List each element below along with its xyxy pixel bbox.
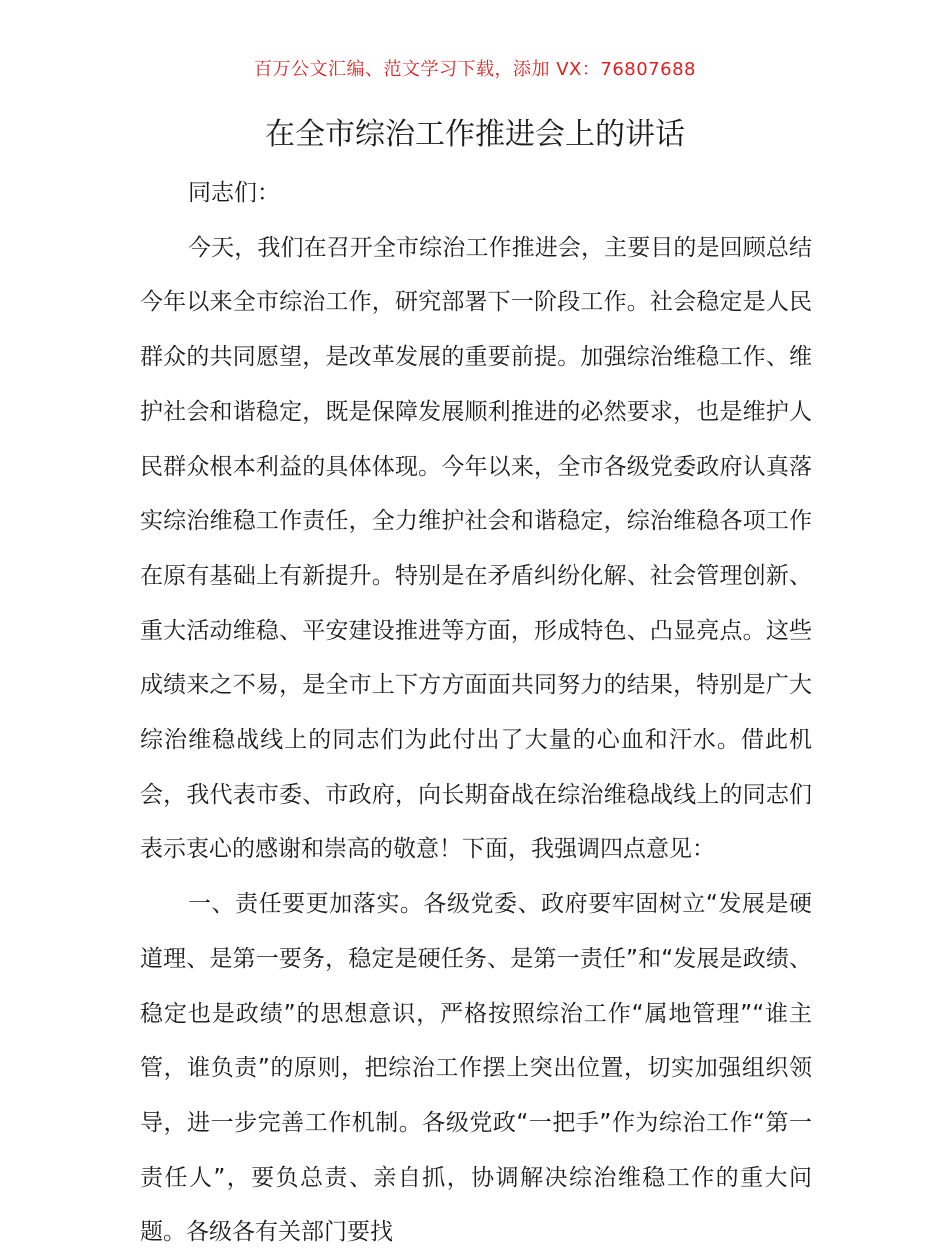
document-title: 在全市综治工作推进会上的讲话: [265, 117, 685, 152]
paragraph-1: 今天，我们在召开全市综治工作推进会，主要目的是回顾总结今年以来全市综治工作，研究部署下一阶段工作。社会稳定是人民群众的共同愿望，是改革发展的重要前提。加强综治维稳工作、维护社会和谐稳定，既是保障发展顺利推进的必然要求，也是维护人民群众根本利益的具体体现。今年以来，全市各级党委政府认真落实综治维稳工作责任，全力维护社会和谐稳定，综治维稳各项工作在原有基础上有新提升。特别是在矛盾纠纷化解、社会管理创新、重大活动维稳、平安建设推进等方面，形成特色、凸显亮点。这些成绩来之不易，是全市上下方方面面共同努力的结果，特别是广大综治维稳战线上的同志们为此付出了大量的心血和汗水。借此机会，我代表市委、市政府，向长期奋战在综治维稳战线上的同志们表示衷心的感谢和崇高的敬意！下面，我强调四点意见：: [140, 234, 812, 863]
document-body: [140, 166, 812, 1260]
header-watermark-note: 百万公文汇编、范文学习下载，添加 VX：76807688: [254, 59, 696, 80]
paragraph-2: 一、责任要更加落实。各级党委、政府要牢固树立“发展是硬道理、是第一要务，稳定是硬任务、是第一责任”和“发展是政绩、稳定也是政绩”的思想意识，严格按照综治工作“属地管理”“谁主管，谁负责”的原则，把综治工作摆上突出位置，切实加强组织领导，进一步完善工作机制。各级党政“一把手”作为综治工作“第一责任人”，要负总责、亲自抓，协调解决综治维稳工作的重大问题。各级各有关部门要找: [140, 891, 812, 1246]
salutation: 同志们：: [188, 180, 280, 206]
